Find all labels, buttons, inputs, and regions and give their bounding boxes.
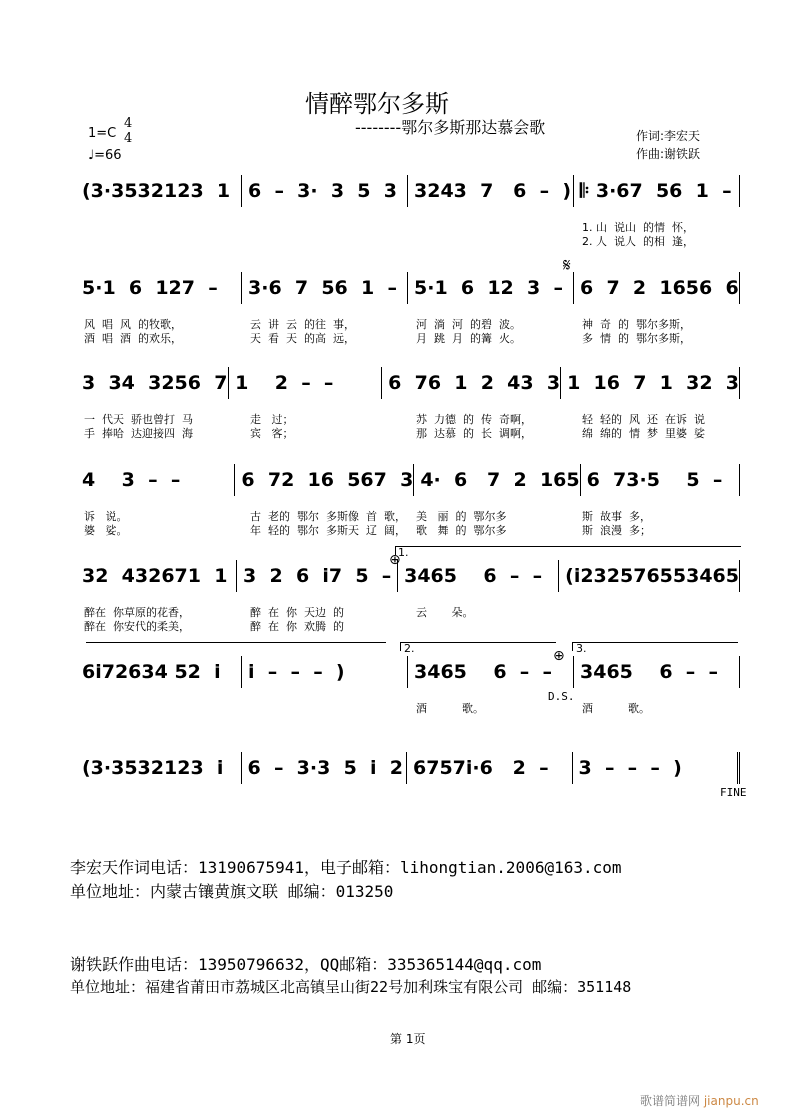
lyric-segment: 河 淌 河 的碧 波。 — [416, 318, 521, 331]
measure: 1 16 7 1 32 3 — [561, 367, 740, 399]
lyric-segment: 走 过； — [250, 413, 294, 426]
lyric-segment: 酒 歌。 — [582, 702, 650, 715]
meter-bottom: 4 — [124, 131, 133, 146]
lyric-segment: 醉在 你安代的柔美， — [84, 620, 190, 633]
lyric-segment — [76, 700, 242, 716]
lyricist-address: 单位地址：内蒙古镶黄旗文联 邮编：013250 — [70, 882, 394, 901]
lyric-line-verse-2 — [76, 330, 740, 346]
measure: 5·1 6 12 3 – — [408, 272, 574, 304]
key-signature: 1=C — [88, 126, 117, 141]
volta-3-label: 3. — [576, 642, 587, 655]
lyricist-contact: 李宏天作词电话：13190675941，电子邮箱：lihongtian.2006@163.com — [70, 858, 622, 877]
lyric-segment: 云 朵。 — [416, 606, 474, 619]
segno-icon: 𝄋 — [563, 255, 571, 276]
lyric-segment: 宾 客； — [250, 427, 294, 440]
measure: 3243 7 6 – ) — [408, 175, 574, 207]
coda-icon: ⊕ — [553, 648, 565, 664]
lyric-segment: 手 捧哈 达迎接四 海 — [84, 427, 193, 440]
staff-row — [76, 560, 740, 592]
lyric-line-verse-2 — [76, 425, 740, 441]
measure: 𝄆 3·67 56 1 – — [574, 175, 740, 207]
meter-top: 4 — [124, 116, 133, 131]
lyric-segment: 婆 娑。 — [84, 524, 128, 537]
lyric-segment — [242, 233, 408, 249]
measure: 1 2 – – — [229, 367, 382, 399]
measure: 6 – 3· 3 5 3 — [242, 175, 408, 207]
volta-2-label: 2. — [404, 642, 415, 655]
lyric-segment: 诉 说。 — [84, 510, 128, 523]
volta-bracket-1-cont — [86, 642, 386, 651]
staff-row — [76, 464, 740, 496]
lyric-segment: 那 达慕 的 长 调啊， — [416, 427, 532, 440]
lyric-segment: 1. 山 说山 的情 怀， — [582, 221, 694, 234]
measure: (i232576553465 — [559, 560, 740, 592]
measure: 6 – 3·3 5 i 2 — [242, 752, 408, 784]
lyric-line-verse-2 — [76, 522, 740, 538]
lyric-segment: 年 轻的 鄂尔 多斯天 辽 阔， — [250, 524, 406, 537]
measure: 3·6 7 56 1 – — [242, 272, 408, 304]
lyric-segment: 轻 轻的 风 还 在诉 说 — [582, 413, 705, 426]
lyric-segment: 一 代天 骄也曾打 马 — [84, 413, 193, 426]
lyric-segment — [242, 700, 408, 716]
volta-bracket-1 — [395, 546, 741, 555]
watermark — [640, 1092, 759, 1109]
measure: 3 34 3256 7 — [76, 367, 229, 399]
measure: 6i72634 52 i — [76, 656, 242, 688]
lyric-segment: 绵 绵的 情 梦 里婆 娑 — [582, 427, 705, 440]
watermark-en: jianpu.cn — [703, 1094, 759, 1108]
measure: 3 – – – ) — [573, 752, 741, 784]
coda-icon: ⊕ — [389, 552, 401, 568]
measure: 3 2 6 i7 5 – — [237, 560, 398, 592]
song-title: 情醉鄂尔多斯 — [305, 90, 449, 118]
lyric-segment — [76, 233, 242, 249]
lyric-segment: 云 讲 云 的往 事， — [250, 318, 355, 331]
lyric-segment: 酒 唱 酒 的欢乐， — [84, 332, 182, 345]
lyric-line-verse-2 — [76, 233, 740, 249]
staff-row — [76, 367, 740, 399]
lyric-line-verse-1 — [76, 700, 740, 716]
lyric-segment: 斯 故事 多， — [582, 510, 651, 523]
measure: 3465 6 – – — [408, 656, 574, 688]
tempo-marking: ♩=66 — [88, 148, 122, 163]
lyric-segment — [574, 618, 740, 634]
lyric-segment: 醉 在 你 欢腾 的 — [250, 620, 344, 633]
volta-bracket-3 — [572, 642, 738, 651]
ds-marking: D.S. — [548, 690, 575, 703]
volta-bracket-2 — [400, 642, 556, 651]
staff-row — [76, 656, 740, 688]
composer: 作曲:谢铁跃 — [636, 147, 701, 161]
lyric-segment: 斯 浪漫 多； — [582, 524, 651, 537]
lyric-segment: 酒 歌。 — [416, 702, 484, 715]
watermark-cn: 歌谱简谱网 — [640, 1094, 701, 1108]
lyric-segment: 2. 人 说人 的相 逢， — [582, 235, 694, 248]
measure: 32 432671 1 — [76, 560, 237, 592]
lyric-segment: 月 跳 月 的篝 火。 — [416, 332, 521, 345]
measure: 3465 6 – – — [574, 656, 740, 688]
lyric-segment: 醉在 你草原的花香， — [84, 606, 190, 619]
composer-contact: 谢铁跃作曲电话：13950796632，QQ邮箱：335365144@qq.com — [70, 955, 542, 974]
lyric-segment: 神 奇 的 鄂尔多斯， — [582, 318, 691, 331]
lyric-segment — [408, 618, 574, 634]
page-number: 第 1页 — [390, 1032, 426, 1046]
volta-1-label: 1. — [398, 546, 409, 559]
measure: 6 73·5 5 – — [581, 464, 740, 496]
staff-row — [76, 752, 740, 784]
composer-address: 单位地址：福建省莆田市荔城区北高镇呈山街22号加利珠宝有限公司 邮编：351148 — [70, 978, 632, 996]
measure: (3·3532123 1 — [76, 175, 242, 207]
measure: 6 72 16 567 3 — [235, 464, 414, 496]
staff-row — [76, 175, 740, 207]
measure: i – – – ) — [242, 656, 408, 688]
staff-row — [76, 272, 740, 304]
measure: 5·1 6 127 – — [76, 272, 242, 304]
lyric-segment: 歌 舞 的 鄂尔多 — [416, 524, 507, 537]
measure: (3·3532123 i — [76, 752, 242, 784]
measure: 6 7 2 1656 6 — [574, 272, 740, 304]
lyricist: 作词:李宏天 — [636, 129, 701, 143]
fine-marking: FINE — [720, 786, 747, 799]
measure: 3465 6 – – — [398, 560, 559, 592]
measure: 4 3 – – — [76, 464, 235, 496]
lyric-line-verse-2 — [76, 618, 740, 634]
time-signature — [124, 116, 132, 146]
measure: 6757i·6 2 – — [407, 752, 573, 784]
lyric-segment: 醉 在 你 天边 的 — [250, 606, 344, 619]
song-subtitle: --------鄂尔多斯那达慕会歌 — [355, 118, 546, 137]
measure: 6 76 1 2 43 3 — [382, 367, 561, 399]
lyric-segment: 古 老的 鄂尔 多斯像 首 歌， — [250, 510, 406, 523]
measure: 4· 6 7 2 165 — [414, 464, 580, 496]
lyric-segment: 天 看 天 的高 远， — [250, 332, 355, 345]
lyric-segment: 风 唱 风 的牧歌， — [84, 318, 182, 331]
lyric-segment: 美 丽 的 鄂尔多 — [416, 510, 507, 523]
lyric-segment — [408, 233, 574, 249]
lyric-segment: 多 情 的 鄂尔多斯， — [582, 332, 691, 345]
lyric-segment: 苏 力德 的 传 奇啊， — [416, 413, 532, 426]
